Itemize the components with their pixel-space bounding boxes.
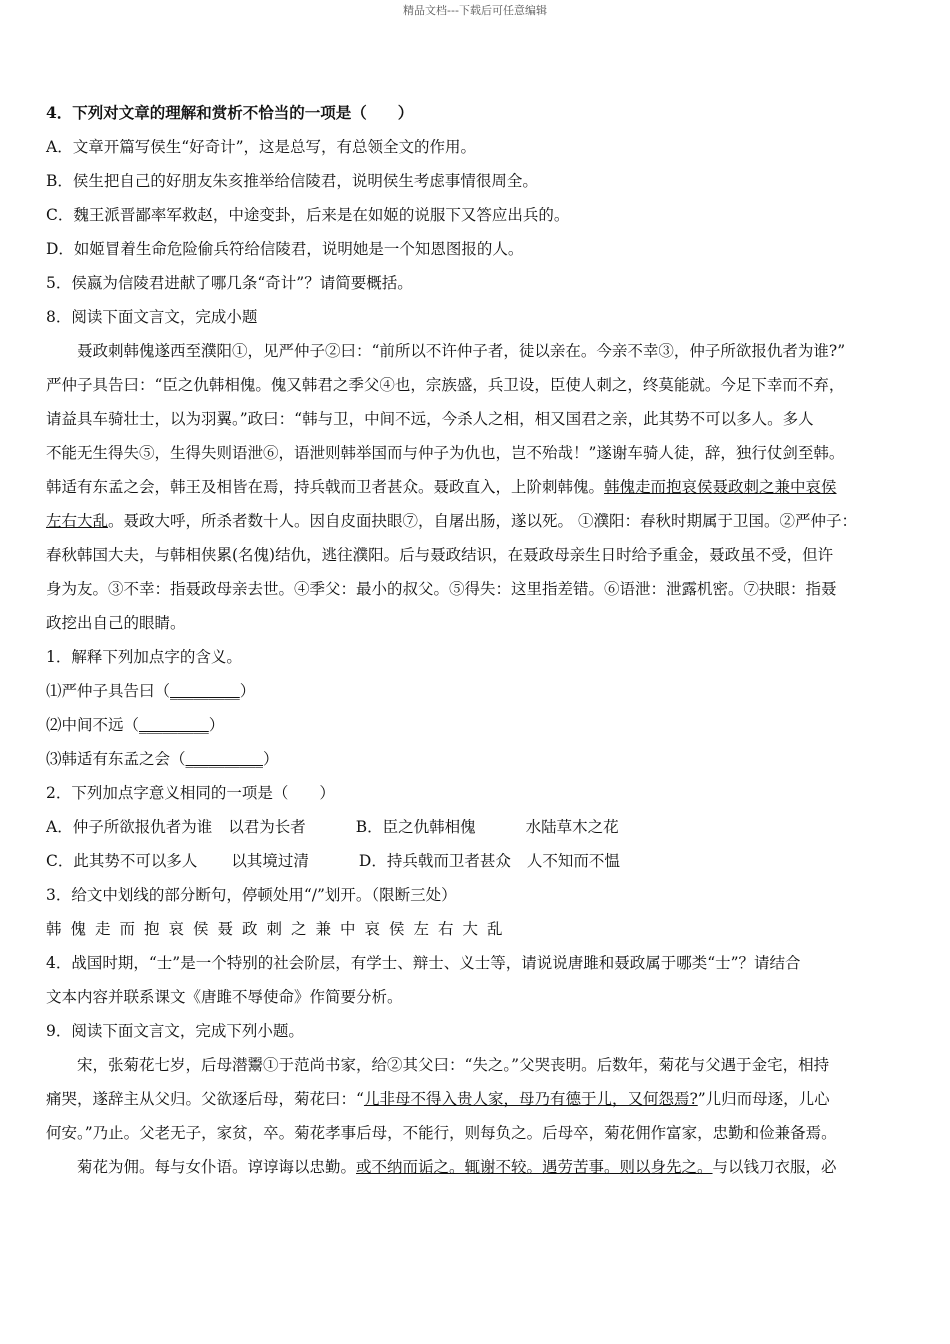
- underlined-sentence-9b: 或不纳而诟之。辄谢不较。遇劳苦事。则以身先之。: [356, 1158, 713, 1176]
- passage8-line-6-text: 。聂政大呼，所杀者数十人。因自皮面抉眼⑦，自屠出肠，遂以死。 ①濮阳：春秋时期属于卫国。②严仲子：: [108, 512, 857, 530]
- page-header: 精品文档---下载后可任意编辑: [403, 4, 547, 17]
- underlined-sentence-9a: 儿非母不得入贵人家，母乃有德于儿，又何怨焉?: [363, 1090, 698, 1108]
- passage8-line-1: 聂政刺韩傀遂西至濮阳①，见严仲子②曰：“前所以不许仲子者，徒以亲在。今亲不幸③，仲子所欲报仇者为谁?”: [77, 342, 846, 360]
- passage9-line-3: 何安。”乃止。父老无子，家贫，卒。菊花孝事后母，不能行，则每负之。后母卒，菊花佣作富家，忠勤和俭兼备焉。: [46, 1124, 837, 1142]
- option-a-right: 以君为长者: [228, 818, 306, 836]
- option-b-right: 水陆草木之花: [525, 818, 619, 836]
- sub1-close-1: ）: [239, 682, 256, 700]
- option-b-left: B．臣之仇韩相傀: [355, 818, 476, 836]
- q5-stem: 5．侯嬴为信陵君进献了哪几条“奇计”？请简要概括。: [46, 274, 413, 292]
- sub1-item-3-text: ⑶韩适有东孟之会（: [46, 750, 186, 768]
- note8-line-1: 春秋韩国大夫，与韩相侠累(名傀)结仇，逃往濮阳。后与聂政结识，在聂政母亲生日时给予重金，聂政虽不受，但许: [46, 546, 834, 564]
- passage9-line-2: [46, 1082, 908, 1116]
- sub1-item-1: [46, 674, 908, 708]
- option-c-left: C．此其势不可以多人: [46, 852, 198, 870]
- sub3-sentence: 韩傀走而抱哀侯聂政刺之兼中哀侯左右大乱: [46, 920, 512, 938]
- passage9-line-4-tail: 与以钱刀衣服，必: [712, 1158, 837, 1176]
- passage9-line-4-text: 菊花为佣。每与女仆语。谆谆诲以忠勤。: [77, 1158, 357, 1176]
- document-body: [46, 96, 908, 1184]
- passage9-line-2-text: 痛哭，遂辞主从父归。父欲逐后母，菊花曰：“: [46, 1090, 364, 1108]
- q4-option-c: C．魏王派晋鄙率军救赵，中途变卦，后来是在如姬的说服下又答应出兵的。: [46, 206, 570, 224]
- note8-line-2: 身为友。③不幸：指聂政母亲去世。④季父：最小的叔父。⑤得失：这里指差错。⑥语泄：泄露机密。⑦抉眼：指聂: [46, 580, 837, 598]
- sub1-close-2: ）: [208, 716, 225, 734]
- option-d-right: 人不知而不愠: [526, 852, 620, 870]
- sub1-item-1-text: ⑴严仲子具告曰（: [46, 682, 171, 700]
- option-c-right: 以其境过清: [231, 852, 309, 870]
- sub4-line-2: 文本内容并联系课文《唐雎不辱使命》作简要分析。: [46, 988, 403, 1006]
- sub3-stem: 3．给文中划线的部分断句，停顿处用“/”划开。（限断三处）: [46, 886, 457, 904]
- q4-option-b: B．侯生把自己的好朋友朱亥推举给信陵君，说明侯生考虑事情很周全。: [46, 172, 538, 190]
- sub2-stem: 2．下列加点字意义相同的一项是（ ）: [46, 784, 335, 802]
- passage8-line-5-text: 韩适有东孟之会，韩王及相皆在焉，持兵戟而卫者甚众。聂政直入，上阶刺韩傀。: [46, 478, 605, 496]
- section9-title: 9．阅读下面文言文，完成下列小题。: [46, 1022, 304, 1040]
- sub1-item-2: [46, 708, 908, 742]
- q4-option-d: D．如姬冒着生命危险偷兵符给信陵君，说明她是一个知恩图报的人。: [46, 240, 524, 258]
- sub2-row-cd: [46, 844, 908, 878]
- underlined-sentence-part1: 韩傀走而抱哀侯聂政刺之兼中哀侯: [604, 478, 837, 496]
- passage8-line-6: [46, 504, 908, 538]
- note8-line-3: 政挖出自己的眼睛。: [46, 614, 186, 632]
- passage8-line-3: 请益具车骑壮士，以为羽翼。”政曰：“韩与卫，中间不远，今杀人之相，相又国君之亲，此其势不可以多人。多人: [46, 410, 814, 428]
- passage8-line-4: 不能无生得失⑤，生得失则语泄⑥，语泄则韩举国而与仲子为仇也，岂不殆哉！”遂谢车骑人徒，辞，独行仗剑至韩。: [46, 444, 845, 462]
- passage8-line-5: [46, 470, 908, 504]
- sub1-stem: 1．解释下列加点字的含义。: [46, 648, 242, 666]
- sub1-item-3: [46, 742, 908, 776]
- option-a-left: A．仲子所欲报仇者为谁: [46, 818, 213, 836]
- section8-title: 8．阅读下面文言文，完成小题: [46, 308, 258, 326]
- answer-blank-2: _________: [139, 716, 209, 734]
- option-d-left: D．持兵戟而卫者甚众: [358, 852, 511, 870]
- sub2-row-ab: [46, 810, 908, 844]
- passage9-line-2-tail: ”儿归而母逐，儿心: [697, 1090, 830, 1108]
- sub1-item-2-text: ⑵中间不远（: [46, 716, 140, 734]
- underlined-sentence-part2: 左右大乱: [46, 512, 109, 530]
- passage9-line-1: 宋，张菊花七岁，后母潜鬻①于范尚书家，给②其父曰：“失之。”父哭丧明。后数年，菊花与父遇于金宅，相持: [77, 1056, 830, 1074]
- q4-option-a: A．文章开篇写侯生“好奇计”，这是总写，有总领全文的作用。: [46, 138, 477, 156]
- answer-blank-3: __________: [185, 750, 264, 768]
- passage9-line-4: [46, 1150, 908, 1184]
- sub4-line-1: 4．战国时期，“士”是一个特别的社会阶层，有学士、辩士、义士等，请说说唐雎和聂政属于哪类“士”？请结合: [46, 954, 801, 972]
- answer-blank-1: _________: [170, 682, 240, 700]
- q4-stem: 4．下列对文章的理解和赏析不恰当的一项是（ ）: [46, 103, 414, 122]
- passage8-line-2: 严仲子具告曰：“臣之仇韩相傀。傀又韩君之季父④也，宗族盛，兵卫设，臣使人刺之，终莫能就。今足下幸而不弃，: [46, 376, 845, 394]
- sub1-close-3: ）: [263, 750, 279, 768]
